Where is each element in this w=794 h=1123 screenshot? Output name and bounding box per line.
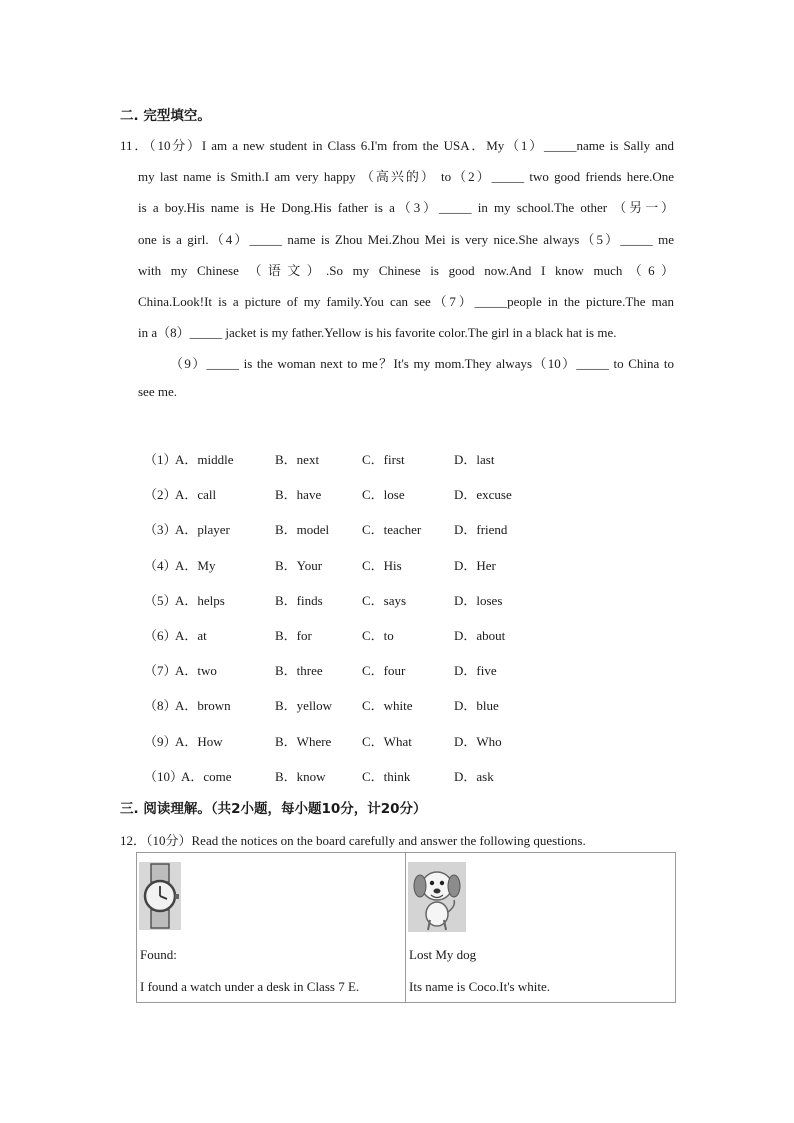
- option-b: B．have: [275, 487, 322, 502]
- option-number: （10）: [144, 769, 184, 784]
- options-row-10: [144, 766, 564, 784]
- dog-icon: [408, 862, 466, 937]
- option-a: A．at: [175, 628, 207, 643]
- option-b: B．model: [275, 522, 330, 537]
- options-row-4: [144, 555, 564, 573]
- option-d: D．ask: [454, 769, 494, 784]
- notice-cell-found: [137, 853, 406, 1002]
- option-a: A．middle: [175, 452, 234, 467]
- option-c: C．to: [362, 628, 394, 643]
- option-number: （3）: [144, 522, 177, 537]
- option-d: D．Her: [454, 558, 496, 573]
- option-d: D．last: [454, 452, 495, 467]
- options-row-1: [144, 449, 564, 467]
- wristwatch-icon: [139, 862, 181, 935]
- option-c: C．first: [362, 452, 405, 467]
- option-d: D．loses: [454, 593, 503, 608]
- option-b: B．three: [275, 663, 323, 678]
- option-b: B．know: [275, 769, 326, 784]
- option-b: B．yellow: [275, 698, 333, 713]
- option-c: C．think: [362, 769, 411, 784]
- passage-line: China.Look!It is a picture of my family.You can see（7）_____people in the picture.The man: [138, 294, 674, 309]
- option-number: （8）: [144, 698, 177, 713]
- option-d: D．Who: [454, 734, 502, 749]
- passage-line-last: see me.: [138, 384, 177, 399]
- option-a: A．How: [175, 734, 223, 749]
- notice-board-table: [136, 852, 676, 1003]
- question-11-header: 11．（10分）I am a new student in Class 6.I'm from the USA．My（1）_____name is Sally and: [120, 138, 674, 153]
- notice-text: I found a watch under a desk in Class 7 E.: [140, 979, 360, 994]
- option-c: C．What: [362, 734, 412, 749]
- passage-line: one is a girl.（4）_____ name is Zhou Mei.Zhou Mei is very nice.She always（5）_____ me: [138, 232, 674, 247]
- option-b: B．Where: [275, 734, 332, 749]
- section-title-reading: 三. 阅读理解。（共2小题，每小题10分，计20分）: [120, 801, 427, 817]
- option-a: A．two: [175, 663, 217, 678]
- passage-line-indented: （9）_____ is the woman next to me？It's my mom.They always（10）_____ to China to: [170, 356, 674, 371]
- options-row-9: [144, 731, 564, 749]
- option-b: B．next: [275, 452, 320, 467]
- notice-label: Found:: [140, 947, 177, 962]
- options-row-3: [144, 519, 564, 537]
- option-c: C．lose: [362, 487, 405, 502]
- notice-cell-lost-dog: [406, 853, 675, 1002]
- option-number: （5）: [144, 593, 177, 608]
- options-row-7: [144, 660, 564, 678]
- option-d: D．excuse: [454, 487, 512, 502]
- option-c: C．four: [362, 663, 406, 678]
- option-a: A．come: [181, 769, 232, 784]
- option-number: （2）: [144, 487, 177, 502]
- section-title-cloze: 二. 完型填空。: [120, 108, 211, 124]
- option-c: C．His: [362, 558, 402, 573]
- notice-text: Its name is Coco.It's white.: [409, 979, 550, 994]
- option-d: D．friend: [454, 522, 508, 537]
- passage-line: is a boy.His name is He Dong.His father is a（3）_____ in my school.The other （另一）: [138, 200, 674, 215]
- option-a: A．player: [175, 522, 230, 537]
- option-c: C．white: [362, 698, 413, 713]
- notice-label: Lost My dog: [409, 947, 477, 962]
- options-row-2: [144, 484, 564, 502]
- option-number: （7）: [144, 663, 177, 678]
- passage-line: my last name is Smith.I am very happy （高兴的） to（2）_____ two good friends here.One: [138, 169, 674, 184]
- option-number: （9）: [144, 734, 177, 749]
- passage-line: with my Chinese （语文）.So my Chinese is good now.And I know much（6）: [138, 263, 674, 278]
- passage-line: in a（8）_____ jacket is my father.Yellow is his favorite color.The girl in a black hat is me.: [138, 325, 617, 340]
- option-c: C．teacher: [362, 522, 422, 537]
- option-d: D．blue: [454, 698, 499, 713]
- options-row-8: [144, 695, 564, 713]
- option-a: A．call: [175, 487, 217, 502]
- option-b: B．finds: [275, 593, 323, 608]
- options-row-6: [144, 625, 564, 643]
- question-12-header: 12．（10分）Read the notices on the board carefully and answer the following questions.: [120, 833, 586, 848]
- option-number: （6）: [144, 628, 177, 643]
- option-c: C．says: [362, 593, 407, 608]
- option-d: D．five: [454, 663, 497, 678]
- option-a: A．My: [175, 558, 216, 573]
- option-a: A．brown: [175, 698, 231, 713]
- option-number: （1）: [144, 452, 177, 467]
- option-a: A．helps: [175, 593, 225, 608]
- option-number: （4）: [144, 558, 177, 573]
- option-b: B．for: [275, 628, 312, 643]
- option-b: B．Your: [275, 558, 323, 573]
- option-d: D．about: [454, 628, 506, 643]
- options-row-5: [144, 590, 564, 608]
